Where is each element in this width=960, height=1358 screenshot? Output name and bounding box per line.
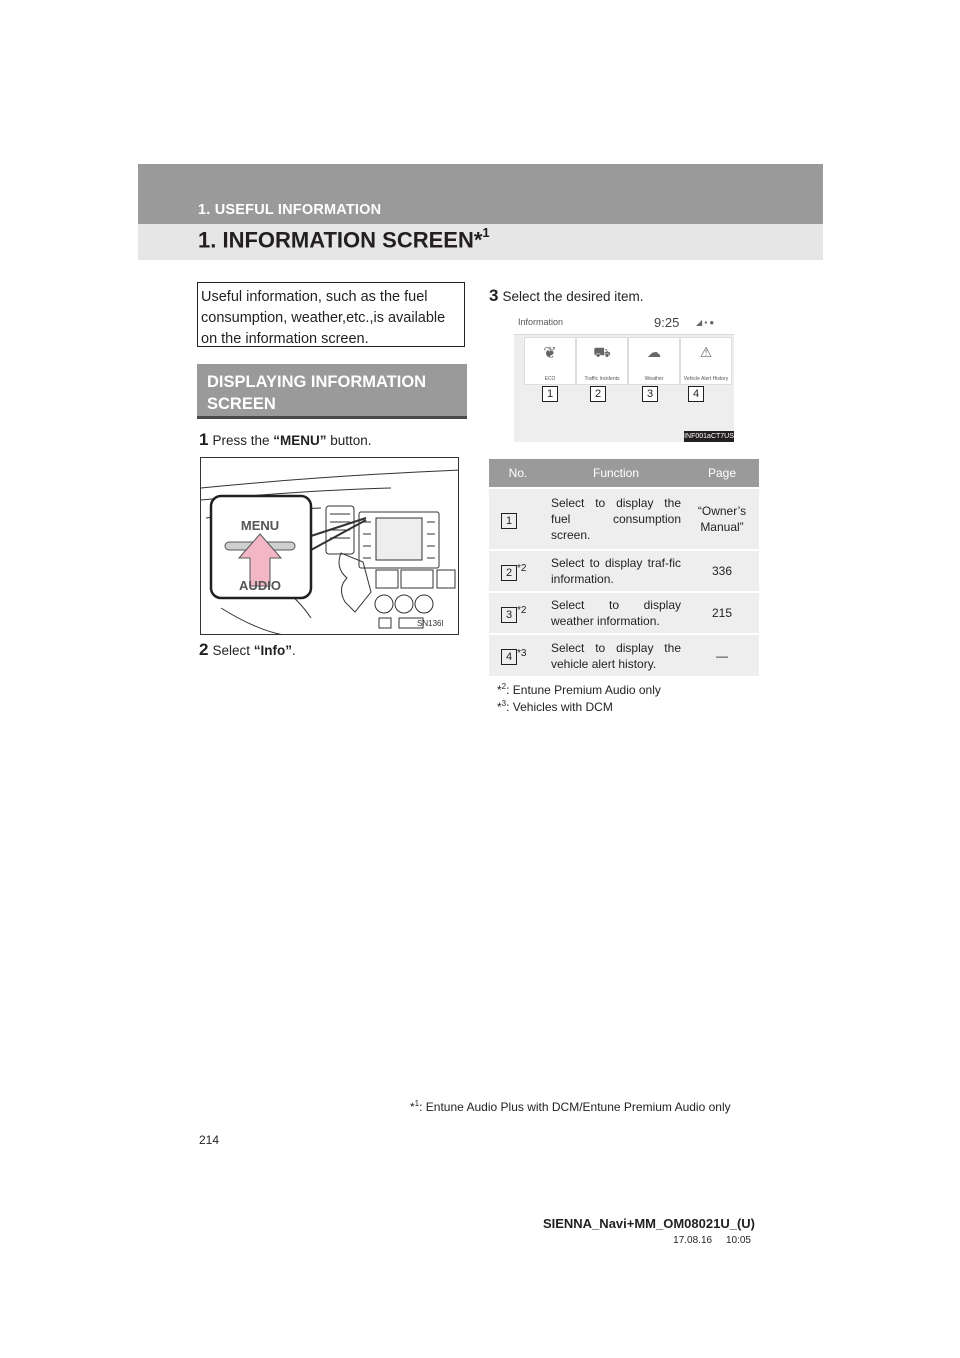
function-cell: Select to display the vehicle alert history.	[547, 634, 685, 676]
row-number: 1	[501, 513, 517, 529]
column-header: Function	[547, 459, 685, 488]
table-row	[489, 634, 759, 676]
tile-label: ECO	[544, 376, 556, 382]
row-number: 4	[501, 649, 517, 665]
step-number: 3	[489, 286, 499, 305]
footnote-2: *$^2$: Entune Premium Audio only	[497, 682, 661, 697]
cloud-icon: ☁	[647, 344, 661, 360]
step-number: 1	[199, 430, 209, 449]
row-number: 2	[501, 565, 517, 581]
table-row	[489, 550, 759, 592]
intro-line: consumption, weather,etc.,is available	[201, 310, 446, 326]
page-cell: 336	[685, 550, 759, 592]
footnote-3: *$^3$: Vehicles with DCM	[497, 699, 613, 714]
tile-weather[interactable]	[628, 337, 680, 385]
tile-label: Weather	[644, 376, 664, 382]
page-number: 214	[199, 1133, 220, 1147]
row-number-cell	[489, 488, 547, 550]
subheading	[207, 371, 426, 415]
function-cell: Select to display weather information.	[547, 592, 685, 634]
section-label: 1. USEFUL INFORMATION	[198, 202, 382, 218]
callout-1: 1	[542, 386, 558, 402]
tile-vehicle-alert-history[interactable]	[680, 337, 732, 385]
table-row	[489, 592, 759, 634]
tile-label: Vehicle Alert History	[683, 376, 729, 382]
intro-box	[197, 282, 465, 347]
step-1: 1 Press the “MENU” button.	[199, 430, 372, 449]
footnote-1: *$^1$: Entune Audio Plus with DCM/Entune Premium Audio only	[410, 1099, 731, 1114]
row-number-cell: 3 $^{*2}$	[489, 592, 547, 634]
column-header: Page	[685, 459, 759, 488]
column-header: No.	[489, 459, 547, 488]
title-footnote-mark: 1	[482, 225, 490, 240]
step-3: 3 Select the desired item.	[489, 286, 644, 305]
tile-label: Traffic Incidents	[584, 376, 620, 382]
dashboard-illustration	[201, 458, 459, 635]
page-cell: —	[685, 634, 759, 676]
page-cell: “Owner’s Manual”	[685, 488, 759, 550]
tile-eco[interactable]	[524, 337, 576, 385]
intro-line: on the information screen.	[201, 331, 369, 347]
print-timestamp: 17.08.16 10:05	[673, 1235, 751, 1246]
row-number-cell: 2 $^{*2}$	[489, 550, 547, 592]
page-cell: 215	[685, 592, 759, 634]
row-number: 3	[501, 607, 517, 623]
intro-line: Useful information, such as the fuel	[201, 289, 428, 305]
step-2: 2 Select “Info”.	[199, 640, 296, 659]
traffic-car-icon: ⛟	[593, 344, 611, 360]
row-number-cell: 4 $^{*3}$	[489, 634, 547, 676]
table-row	[489, 488, 759, 550]
figure-code: INF001aCT7US	[684, 433, 734, 440]
document-id: SIENNA_Navi+MM_OM08021U_(U)	[542, 1216, 755, 1231]
dashboard-figure	[200, 457, 459, 635]
menu-button-label: MENU	[240, 518, 280, 533]
leaf-icon: ❦	[543, 345, 557, 362]
tile-traffic-incidents[interactable]	[576, 337, 628, 385]
callout-4: 4	[688, 386, 704, 402]
alert-icon: ⚠	[699, 344, 713, 360]
subheading-line: SCREEN	[207, 395, 276, 413]
screen-clock: 9:25	[654, 315, 680, 330]
function-cell: Select to display the fuel consumption screen.	[547, 488, 685, 550]
step-number: 2	[199, 640, 209, 659]
status-icons: ◢ ▪ ●	[696, 318, 715, 327]
table-header-row	[489, 459, 759, 488]
audio-button-label: AUDIO	[239, 578, 281, 593]
figure-code: SN136I	[417, 619, 444, 628]
function-cell: Select to display traf-fic information.	[547, 550, 685, 592]
info-screen-figure	[514, 312, 734, 442]
callout-3: 3	[642, 386, 658, 402]
subheading-line: DISPLAYING INFORMATION	[207, 373, 427, 391]
function-table	[489, 459, 759, 676]
screen-title: Information	[518, 317, 564, 327]
callout-2: 2	[590, 386, 606, 402]
page-title: 1. INFORMATION SCREEN*$^1$	[198, 225, 490, 253]
